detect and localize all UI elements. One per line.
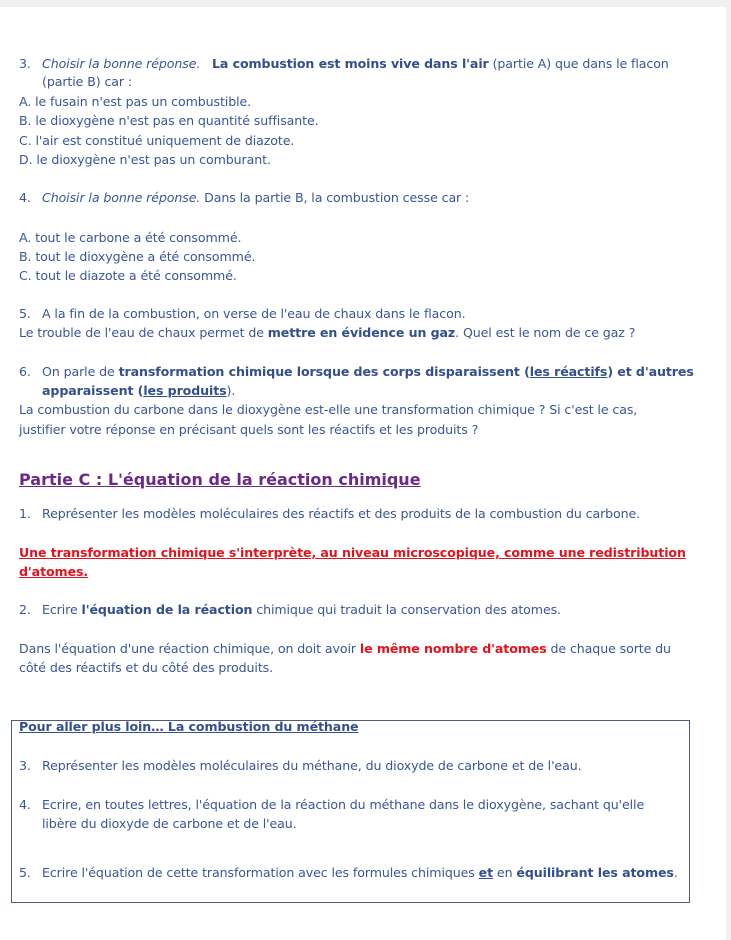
document-page bbox=[0, 7, 726, 940]
bold-text: ) et d'autres bbox=[607, 364, 694, 379]
text: de chaque sorte du bbox=[546, 641, 671, 656]
underlined-term: et bbox=[478, 865, 494, 880]
bold-text: mettre en évidence un gaz bbox=[267, 325, 456, 340]
question-3-line2: (partie B) car : bbox=[42, 74, 133, 89]
question-number: 6. bbox=[19, 364, 31, 379]
partc-question-2 bbox=[19, 601, 561, 618]
question-number: 5. bbox=[19, 865, 31, 880]
question-text: Représenter les modèles moléculaires du méthane, du dioxyde de carbone et de l'eau. bbox=[42, 758, 582, 773]
question-number: 2. bbox=[19, 602, 31, 617]
question-6-line3: La combustion du carbone dans le dioxygène est-elle une transformation chimique ? Si c'est le cas, bbox=[19, 402, 638, 417]
question-number: 3. bbox=[19, 758, 31, 773]
section-heading-partie-c: Partie C : L'équation de la réaction chimique bbox=[19, 470, 421, 489]
question-number: 3. bbox=[19, 56, 31, 71]
question-3 bbox=[19, 55, 669, 72]
text: . Quel est le nom de ce gaz ? bbox=[455, 325, 636, 340]
option-c: C. l'air est constitué uniquement de diazote. bbox=[19, 133, 295, 148]
bold-text: équilibrant les atomes bbox=[516, 865, 674, 880]
option-a: A. tout le carbone a été consommé. bbox=[19, 230, 242, 245]
question-5 bbox=[19, 305, 466, 322]
text: Ecrire l'équation de cette transformation avec les formules chimiques bbox=[42, 865, 479, 880]
text: en bbox=[493, 865, 517, 880]
text: Dans l'équation d'une réaction chimique, on doit avoir bbox=[19, 641, 360, 656]
box-question-4 bbox=[19, 796, 644, 813]
question-text: (partie A) que dans le flacon bbox=[488, 56, 669, 71]
text: chimique qui traduit la conservation des atomes. bbox=[252, 602, 561, 617]
question-number: 5. bbox=[19, 306, 31, 321]
instruction: Choisir la bonne réponse. bbox=[42, 56, 201, 71]
rule-statement-line1: Une transformation chimique s'interprète, au niveau microscopique, comme une redistribution bbox=[19, 545, 686, 560]
text: Ecrire bbox=[42, 602, 82, 617]
instruction: Choisir la bonne réponse. bbox=[42, 190, 201, 205]
bold-statement: La combustion est moins vive dans l'air bbox=[212, 56, 489, 71]
option-a: A. le fusain n'est pas un combustible. bbox=[19, 94, 252, 109]
question-4 bbox=[19, 189, 469, 206]
option-b: B. le dioxygène n'est pas en quantité suffisante. bbox=[19, 113, 319, 128]
conservation-note-line2: côté des réactifs et du côté des produits. bbox=[19, 660, 274, 675]
rule-statement-line2: d'atomes. bbox=[19, 564, 89, 579]
box-title: Pour aller plus loin… La combustion du méthane bbox=[19, 719, 359, 734]
question-number: 4. bbox=[19, 797, 31, 812]
box-question-4-line2: libère du dioxyde de carbone et de l'eau. bbox=[42, 816, 297, 831]
question-6 bbox=[19, 363, 694, 380]
underlined-term: les produits bbox=[143, 383, 227, 398]
question-text: A la fin de la combustion, on verse de l'eau de chaux dans le flacon. bbox=[42, 306, 466, 321]
question-number: 1. bbox=[19, 506, 31, 521]
bold-text: l'équation de la réaction bbox=[81, 602, 253, 617]
question-text: Représenter les modèles moléculaires des réactifs et des produits de la combustion du carbone. bbox=[42, 506, 641, 521]
text: On parle de bbox=[42, 364, 119, 379]
question-number: 4. bbox=[19, 190, 31, 205]
red-emphasis: le même nombre d'atomes bbox=[359, 641, 547, 656]
option-c: C. tout le diazote a été consommé. bbox=[19, 268, 237, 283]
bold-text: transformation chimique lorsque des corps disparaissent ( bbox=[118, 364, 530, 379]
text: ). bbox=[226, 383, 236, 398]
underlined-term: les réactifs bbox=[529, 364, 608, 379]
option-d: D. le dioxygène n'est pas un comburant. bbox=[19, 152, 271, 167]
question-6-line4: justifier votre réponse en précisant quels sont les réactifs et les produits ? bbox=[19, 422, 479, 437]
box-question-5 bbox=[19, 864, 678, 881]
conservation-note bbox=[19, 640, 671, 657]
text: Le trouble de l'eau de chaux permet de bbox=[19, 325, 268, 340]
text: . bbox=[673, 865, 678, 880]
question-text: Ecrire, en toutes lettres, l'équation de la réaction du méthane dans le dioxygène, sachant qu'elle bbox=[42, 797, 645, 812]
question-6-line2 bbox=[42, 382, 235, 399]
partc-question-1 bbox=[19, 505, 640, 522]
bold-text: apparaissent ( bbox=[42, 383, 144, 398]
option-b: B. tout le dioxygène a été consommé. bbox=[19, 249, 256, 264]
box-question-3 bbox=[19, 757, 581, 774]
question-5-line2 bbox=[19, 324, 635, 341]
question-text: Dans la partie B, la combustion cesse car : bbox=[200, 190, 470, 205]
